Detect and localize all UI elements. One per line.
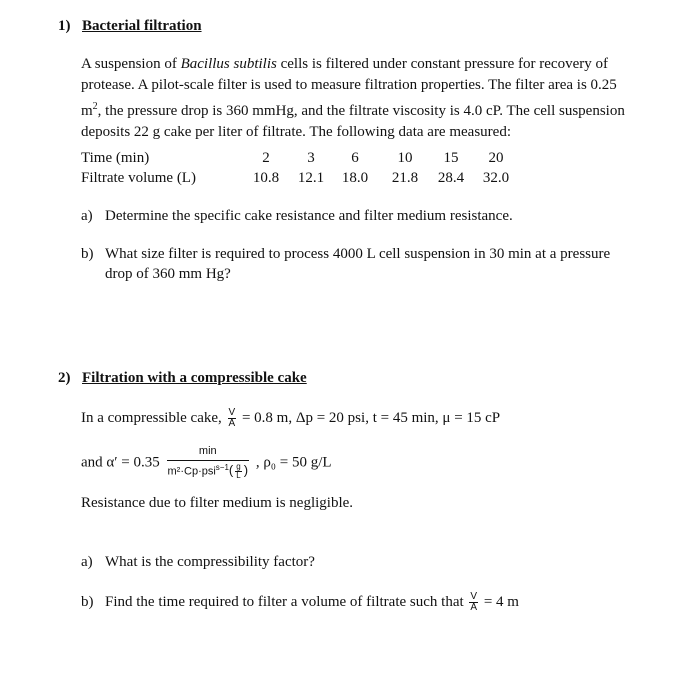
table-cell: 15 xyxy=(443,150,459,166)
problem-2-givens-line-1: In a compressible cake, $\frac{V}{A}$ = 0.8 m, Δp = 20 psi, t = 45 min, μ = 15 cP xyxy=(81,407,501,429)
volume-per-area-fraction: $\frac{V}{A}$ xyxy=(470,591,478,614)
table-cell: 2 xyxy=(262,150,270,166)
table-cell: 18.0 xyxy=(341,170,369,186)
volume-per-area-fraction: $\frac{V}{A}$ xyxy=(228,407,236,429)
table-cell: 32.0 xyxy=(482,170,510,186)
alpha-unit-fraction: min m²·Cp·psi$^{s-1}$( $\frac{g}{L}$ ) xyxy=(167,445,249,481)
table-row-label: Filtrate volume (L) xyxy=(81,170,196,186)
table-cell: 20 xyxy=(488,150,504,166)
table-cell: 10 xyxy=(397,150,413,166)
table-row-label: Time (min) xyxy=(81,150,150,166)
problem-1-title: Bacterial filtration xyxy=(82,18,202,34)
grams-per-liter-fraction: $\frac{g}{L}$ xyxy=(236,462,241,481)
table-row-volume xyxy=(81,170,541,188)
problem-1-heading xyxy=(58,18,202,35)
table-cell: 6 xyxy=(351,150,359,166)
problem-2-givens-line-2: and α′ = 0.35 min m²·Cp·psi$^{s-1}$( $\frac{g}{L}$ ) , ρ₀ = 50 g/L xyxy=(81,445,332,481)
problem-2-title: Filtration with a compressible cake xyxy=(82,370,307,386)
problem-2-heading xyxy=(58,370,307,387)
table-cell: 10.8 xyxy=(252,170,280,186)
resistance-note: Resistance due to filter medium is negligible. xyxy=(81,495,354,511)
table-cell: 21.8 xyxy=(391,170,419,186)
problem-1-question-b: b) What size filter is required to process 4000 L cell suspension in 30 min at a pressure drop of 360 mm Hg? xyxy=(81,246,611,282)
problem-2-number: 2) xyxy=(58,370,71,386)
problem-2-question-b: b) Find the time required to filter a volume of filtrate such that $\frac{V}{A}$ = 4 m xyxy=(81,591,519,614)
table-cell: 12.1 xyxy=(297,170,325,186)
problem-1-number: 1) xyxy=(58,18,71,34)
problem-1-question-a: a) Determine the specific cake resistance and filter medium resistance. xyxy=(81,208,513,224)
problem-2-question-a: a) What is the compressibility factor? xyxy=(81,554,315,570)
organism-name: Bacillus subtilis xyxy=(180,56,277,72)
table-cell: 3 xyxy=(307,150,315,166)
table-cell: 28.4 xyxy=(437,170,465,186)
problem-1-paragraph: A suspension of Bacillus subtilis cells is filtered under constant pressure for recovery of protease. A pilot-scale filter is used to measure filtration properties. The filter area is 0.25 $m^2$, the pressure drop is 360 mmHg, and the filtrate viscosity is 4.0 cP. The cell suspension deposits 22 g cake per liter of filtrate. The following data are measured: xyxy=(81,56,625,140)
table-row-time xyxy=(81,150,541,168)
